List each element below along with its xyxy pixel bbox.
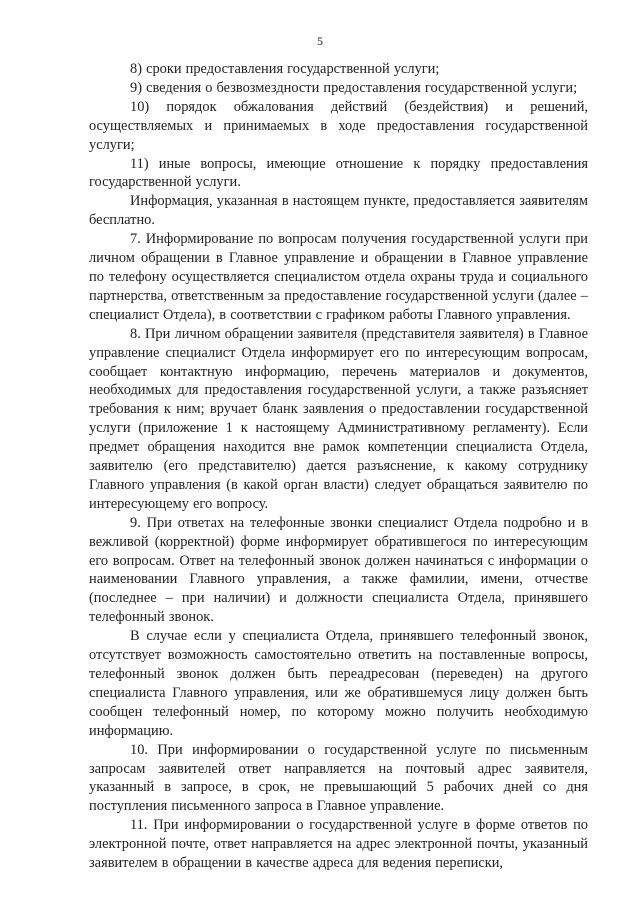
paragraph: Информация, указанная в настоящем пункте, предоставляется заявителям бесплатно. <box>89 193 588 229</box>
paragraph: 10) порядок обжалования действий (бездействия) и решений, осуществляемых и принимаемых в ходе предоставления государственной услуги; <box>89 98 588 153</box>
paragraph: 11) иные вопросы, имеющие отношение к порядку предоставления государственной услуги. <box>89 155 588 191</box>
paragraph: В случае если у специалиста Отдела, принявшего телефонный звонок, отсутствует возможность самостоятельно ответить на поставленные вопросы, телефонный звонок должен быть переадресован (переведен) на другого специалиста Главного управления, или же обратившемуся лицу должен быть сообщен телефонный номер, по которому можно получить необходимую информацию. <box>89 628 588 739</box>
paragraph: 8) сроки предоставления государственной услуги; <box>130 61 440 77</box>
document-body <box>89 60 588 873</box>
paragraph: 8. При личном обращении заявителя (представителя заявителя) в Главное управление специалист Отдела информирует его по интересующим вопросам, сообщает контактную информацию, перечень материалов и документов, необходимых для предоставления государственной услуги, а также разъясняет требования к ним; вручает бланк заявления о предоставлении государственной услуги (приложение 1 к настоящему Административному регламенту). Если предмет обращения находится вне рамок компетенции специалиста Отдела, заявителю (его представителю) дается разъяснение, к какому сотруднику Главного управления (в какой орган власти) следует обращаться заявителю по интересующему его вопросу. <box>89 325 588 512</box>
paragraph: 9. При ответах на телефонные звонки специалист Отдела подробно и в вежливой (корректной) форме информирует обратившегося по интересующим его вопросам. Ответ на телефонный звонок должен начинаться с информации о наименовании Главного управления, а также фамилии, имени, отчестве (последнее – при наличии) и должности специалиста Отдела, принявшего телефонный звонок. <box>89 514 588 626</box>
paragraph: 9) сведения о безвозмездности предоставления государственной услуги; <box>130 79 578 96</box>
paragraph: 11. При информировании о государственной услуге в форме ответов по электронной почте, ответ направляется на адрес электронной почты, указанный заявителем в обращении в качестве адреса для ведения переписки, <box>89 817 588 872</box>
paragraph: 7. Информирование по вопросам получения государственной услуги при личном обращении в Главное управление и обращении в Главное управление по телефону осуществляется специалистом отдела охраны труда и социального партнерства, ответственным за предоставление государственной услуги (далее – специалист Отдела), в соответствии с графиком работы Главного управления. <box>89 231 588 323</box>
paragraph: 10. При информировании о государственной услуге по письменным запросам заявителей ответ направляется на почтовый адрес заявителя, указанный в запросе, в срок, не превышающий 5 рабочих дней со дня поступления письменного запроса в Главное управление. <box>89 741 588 815</box>
page-number: 5 <box>317 34 323 48</box>
